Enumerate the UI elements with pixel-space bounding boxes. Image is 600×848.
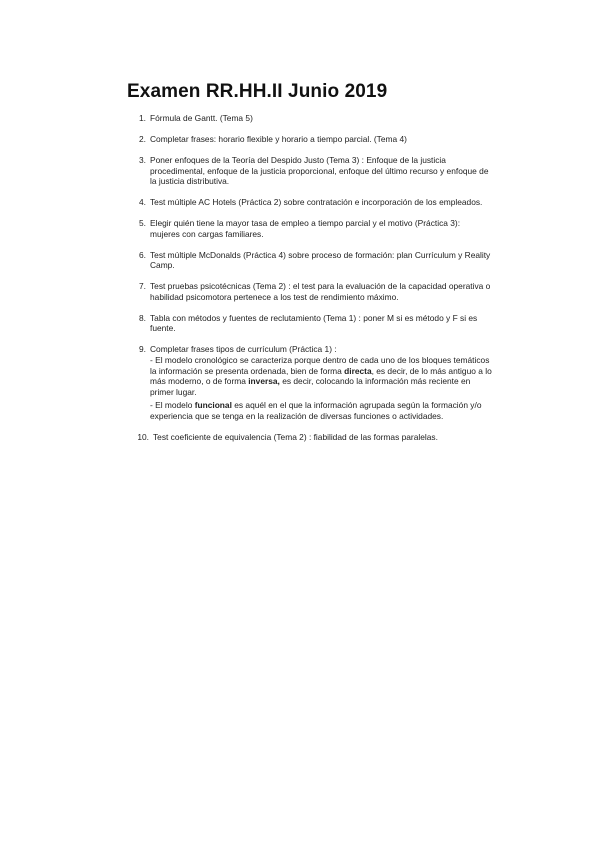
bold-term-directa: directa [344,365,372,376]
list-item [132,250,492,271]
list-item [132,155,492,187]
item-number: 7. [139,281,146,292]
item-number: 1. [139,113,146,123]
list-item [132,218,492,239]
question-list [132,113,492,453]
item-text: Poner enfoques de la Teoría del Despido Justo (Tema 3) : Enfoque de la justicia procedimental, enfoque de la justicia proporcional, enfoque del último recurso y enfoque de la justicia distributiva. [150,154,489,187]
item-text: Tabla con métodos y fuentes de reclutamiento (Tema 1) : poner M si es método y F si es fuente. [150,312,478,334]
list-item [132,134,492,145]
item-number: 2. [139,133,146,144]
item-text: Test coeficiente de equivalencia (Tema 2) : fiabilidad de las formas paralelas. [153,431,438,442]
text-run: - El modelo cronológico se caracteriza porque dentro de cada uno de los bloques temáticos la información se presenta ordenada, bien de forma [150,355,490,376]
item-number: 6. [139,249,146,260]
item-number: 4. [139,197,146,208]
item-number: 5. [139,218,146,229]
text-run: - El modelo [150,400,195,411]
item-number: 8. [139,312,146,323]
item-text: Completar frases: horario flexible y horario a tiempo parcial. (Tema 4) [150,133,407,144]
item-text: Test pruebas psicotécnicas (Tema 2) : el test para la evaluación de la capacidad operativa o habilidad psicomotora pertenece a los test de rendimiento máximo. [150,281,491,302]
curriculum-functional-paragraph [150,400,492,421]
list-item-curriculum [132,344,492,421]
document-title: Examen RR.HH.II Junio 2019 [127,81,388,102]
item-number: 10. [137,431,149,442]
bold-term-inversa: inversa, [248,376,280,387]
item-number: 3. [139,154,146,165]
item-number: 9. [139,344,146,355]
item-text: Test múltiple McDonalds (Práctica 4) sobre proceso de formación: plan Currículum y Reality Camp. [150,249,491,271]
item-intro: Completar frases tipos de currículum (Práctica 1) : [150,344,337,355]
text-run: es decir, colocando la información más reciente en primer lugar. [150,376,471,397]
item-text: Elegir quién tiene la mayor tasa de empleo a tiempo parcial y el motivo (Práctica 3): mujeres con cargas familiares. [150,218,461,239]
item-text: Test múltiple AC Hotels (Práctica 2) sobre contratación e incorporación de los empleados. [150,197,483,208]
list-item [132,432,492,443]
list-item [132,113,492,124]
text-run: es aquél en el que la información agrupada según la formación y/o experiencia que se tenga en la realización de diversas funciones o actividades. [150,400,482,421]
item-text: Fórmula de Gantt. (Tema 5) [150,113,253,123]
curriculum-chronological-paragraph [150,355,492,397]
bold-term-funcional: funcional [194,400,232,411]
text-run: , es decir, de lo más antiguo a lo más moderno, o de forma [150,365,492,387]
list-item [132,197,492,208]
list-item [132,313,492,334]
list-item [132,281,492,302]
